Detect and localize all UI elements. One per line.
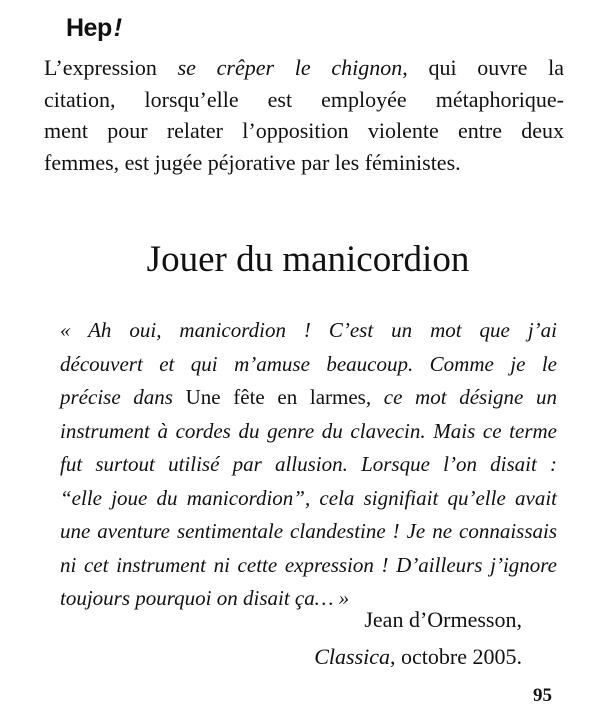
- quote-publication: Classica: [314, 644, 391, 669]
- sidebar-line: femmes, est jugée péjorative par les féministes.: [44, 149, 461, 175]
- quote-line: toujours pourquoi on disait ça… »: [60, 586, 350, 610]
- sidebar-line: citation, lorsqu’elle est employée métaphorique-: [44, 86, 564, 112]
- quote-line: instrument à cordes du genre du clavecin. Mais ce terme: [60, 418, 557, 443]
- quote-line: fut surtout utilisé par allusion. Lorsque l’on disait :: [60, 452, 557, 476]
- sidebar-line: [44, 52, 564, 84]
- quote-line: une aventure sentimentale clandestine ! Je ne connaissais: [60, 519, 557, 543]
- quote-line: « Ah oui, manicordion ! C’est un mot que j’ai: [60, 318, 557, 342]
- quote-line: “elle joue du manicordion”, cela signifiait qu’elle avait: [60, 485, 557, 510]
- page-number: 95: [533, 685, 552, 706]
- sidebar-heading: [66, 12, 122, 44]
- quote-block: [60, 314, 557, 616]
- sidebar-heading-word: Hep: [66, 14, 112, 42]
- sidebar-heading-mark: !: [113, 14, 122, 42]
- quote-line: découvert et qui m’amuse beaucoup. Comme je le: [60, 351, 557, 376]
- quote-date: , octobre 2005.: [390, 644, 522, 669]
- quote-line-text: précise dans: [60, 385, 186, 409]
- sidebar-line-text: , qui ouvre la: [402, 55, 564, 80]
- quote-book-title: Une fête en larmes: [185, 385, 366, 409]
- sidebar-line-text: L’expression: [44, 55, 178, 80]
- quote-line-text: , ce mot désigne un: [365, 385, 557, 409]
- section-title: Jouer du manicordion: [146, 239, 470, 280]
- quote-source: [0, 641, 522, 673]
- sidebar-paragraph: [44, 52, 564, 178]
- sidebar-line: ment pour relater l’opposition violente entre deux: [44, 118, 564, 143]
- sidebar-line-emphasis: se crêper le chignon: [177, 55, 403, 80]
- quote-author: Jean d’Ormesson,: [364, 607, 522, 632]
- quote-line: [60, 381, 557, 415]
- quote-line: ni cet instrument ni cette expression ! D’ailleurs j’ignore: [60, 552, 557, 577]
